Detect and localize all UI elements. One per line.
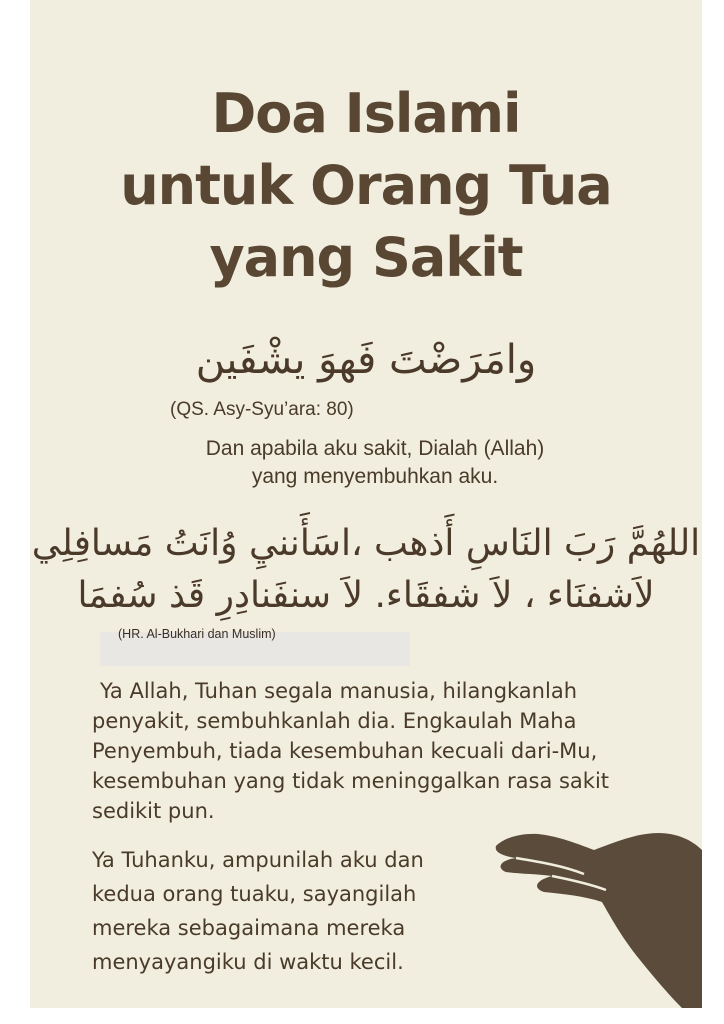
- page-title: [30, 78, 702, 294]
- verse-translation-line: yang menyembuhkan aku.: [251, 465, 499, 488]
- prayer-meaning-line: penyakit, sembuhkanlah dia. Engkaulah Maha: [92, 709, 577, 733]
- title-line-3: yang Sakit: [209, 226, 523, 289]
- prayer-meaning-line: Penyembuh, tiada kesembuhan kecuali dari-Mu,: [92, 739, 598, 763]
- verse-translation: [150, 435, 600, 491]
- title-line-2: untuk Orang Tua: [120, 154, 612, 217]
- supplication-text: [92, 843, 512, 979]
- hadith-reference: (HR. Al-Bukhari dan Muslim): [118, 627, 276, 641]
- prayer-meaning-line: kesembuhan yang tidak meninggalkan rasa sakit: [92, 769, 610, 793]
- poster: [30, 0, 702, 1008]
- prayer-meaning-line: Ya Allah, Tuhan segala manusia, hilangkanlah: [100, 679, 578, 703]
- open-hand-icon: [460, 820, 702, 1008]
- prayer-meaning-line: sedikit pun.: [92, 799, 215, 823]
- supplication-line: mereka sebagaimana mereka: [92, 916, 406, 940]
- verse-translation-line: Dan apabila aku sakit, Dialah (Allah): [205, 437, 545, 460]
- prayer-meaning: [92, 676, 652, 826]
- prayer-arabic-text: [30, 518, 702, 622]
- supplication-line: menyayangiku di waktu kecil.: [92, 950, 404, 974]
- prayer-arabic-line: اللهُمَّ رَبَ النَاسِ أَذهب ،اسَأَننيِ وُانَتُ مَسافِلِي: [31, 523, 701, 564]
- verse-reference: (QS. Asy-Syu’ara: 80): [170, 399, 354, 420]
- supplication-line: kedua orang tuaku, sayangilah: [92, 882, 417, 906]
- prayer-arabic-line: لاَشفنَاء ، لاَ شفقَاء. لاَ سنفَنادِرِ قَذ سُفمَا: [77, 575, 655, 616]
- supplication-line: Ya Tuhanku, ampunilah aku dan: [92, 848, 424, 872]
- title-line-1: Doa Islami: [211, 82, 521, 145]
- verse-arabic-text: وامَرَضْتَ فَهوَ يشْفَين: [195, 337, 537, 383]
